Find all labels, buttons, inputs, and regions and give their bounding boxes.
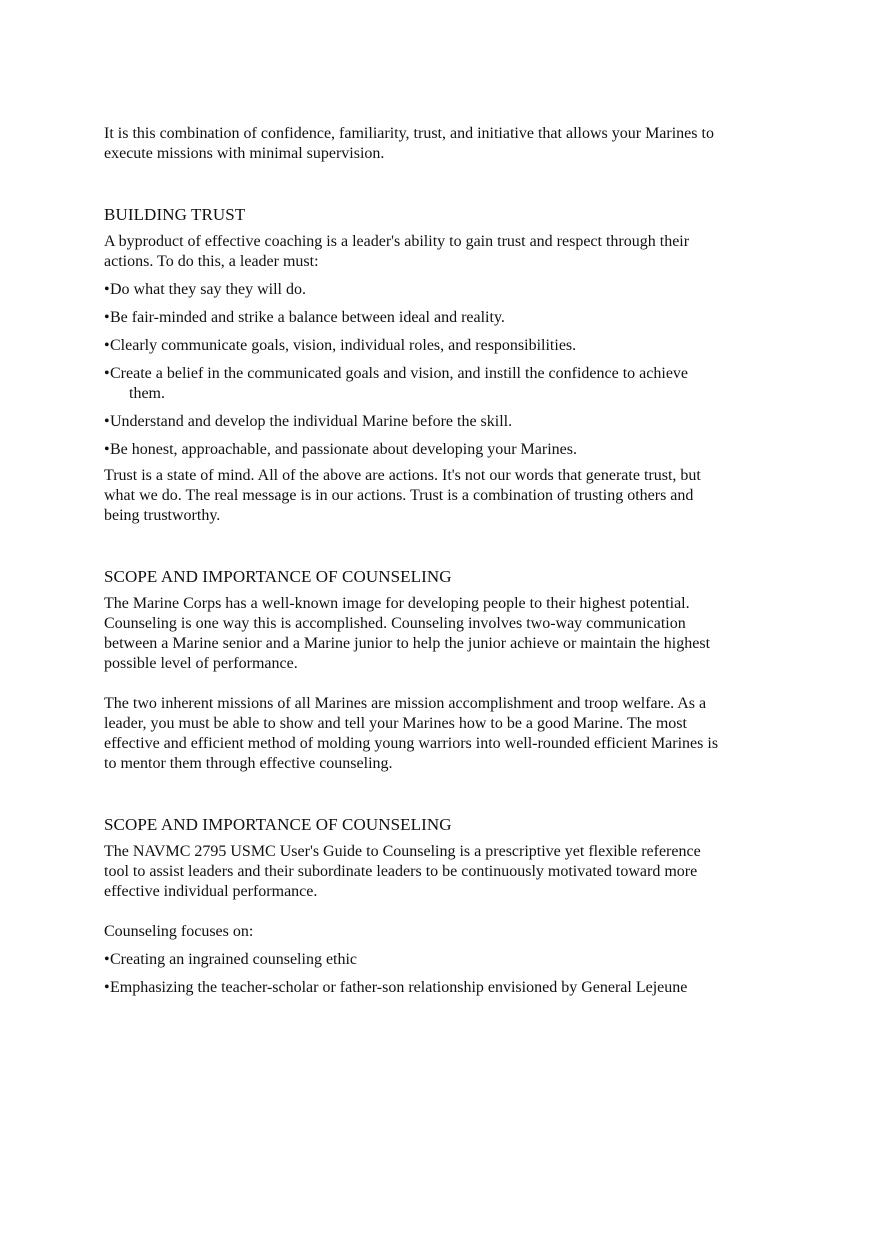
bullet-icon: • — [104, 365, 110, 382]
section-scope-counseling-2 — [104, 814, 724, 998]
document-page — [104, 124, 724, 998]
body-paragraph: The two inherent missions of all Marines are mission accomplishment and troop welfare. As a leader, you must be able to show and tell your Marines how to be a good Marine. The most effective and efficient method of molding young warriors into well-rounded efficient Marines is to mentor them through effective counseling. — [104, 695, 719, 772]
body-paragraph: The Marine Corps has a well-known image for developing people to their highest potential. Counseling is one way this is accomplished. Counseling involves two-way communication between a Marine senior and a Marine junior to help the junior achieve or maintain the highest possible level of performance. — [104, 595, 711, 672]
section-heading: SCOPE AND IMPORTANCE OF COUNSELING — [104, 815, 452, 834]
bullet-icon: • — [104, 281, 110, 298]
bullet-icon: • — [104, 309, 110, 326]
bullet-icon: • — [104, 441, 110, 458]
section-heading: SCOPE AND IMPORTANCE OF COUNSELING — [104, 567, 452, 586]
focus-lead: Counseling focuses on: — [104, 923, 254, 940]
list-item: •Do what they say they will do. — [104, 281, 306, 298]
list-item: •Emphasizing the teacher-scholar or father-son relationship envisioned by General Lejeune — [104, 979, 688, 996]
list-item: •Create a belief in the communicated goals and vision, and instill the confidence to achieve them. — [104, 365, 689, 402]
bullet-icon: • — [104, 951, 110, 968]
section-scope-counseling — [104, 566, 724, 774]
closing-paragraph: Trust is a state of mind. All of the above are actions. It's not our words that generate trust, but what we do. The real message is in our actions. Trust is a combination of trusting others and being trustworthy. — [104, 467, 701, 524]
list-item: •Clearly communicate goals, vision, individual roles, and responsibilities. — [104, 337, 577, 354]
list-item: •Be fair-minded and strike a balance between ideal and reality. — [104, 309, 505, 326]
list-item: •Creating an ingrained counseling ethic — [104, 951, 358, 968]
list-item: •Understand and develop the individual Marine before the skill. — [104, 413, 513, 430]
intro-paragraph: It is this combination of confidence, familiarity, trust, and initiative that allows your Marines to execute missions with minimal supervision. — [104, 125, 714, 162]
bullet-icon: • — [104, 337, 110, 354]
body-paragraph: The NAVMC 2795 USMC User's Guide to Counseling is a prescriptive yet flexible reference tool to assist leaders and their subordinate leaders to be continuously motivated toward more effective individual performance. — [104, 843, 701, 900]
bullet-icon: • — [104, 979, 110, 996]
list-item: •Be honest, approachable, and passionate about developing your Marines. — [104, 441, 577, 458]
section-lead-paragraph: A byproduct of effective coaching is a leader's ability to gain trust and respect through their actions. To do this, a leader must: — [104, 233, 690, 270]
bullet-icon: • — [104, 413, 110, 430]
section-heading: BUILDING TRUST — [104, 205, 246, 224]
spacer — [104, 164, 724, 204]
section-building-trust — [104, 204, 724, 526]
